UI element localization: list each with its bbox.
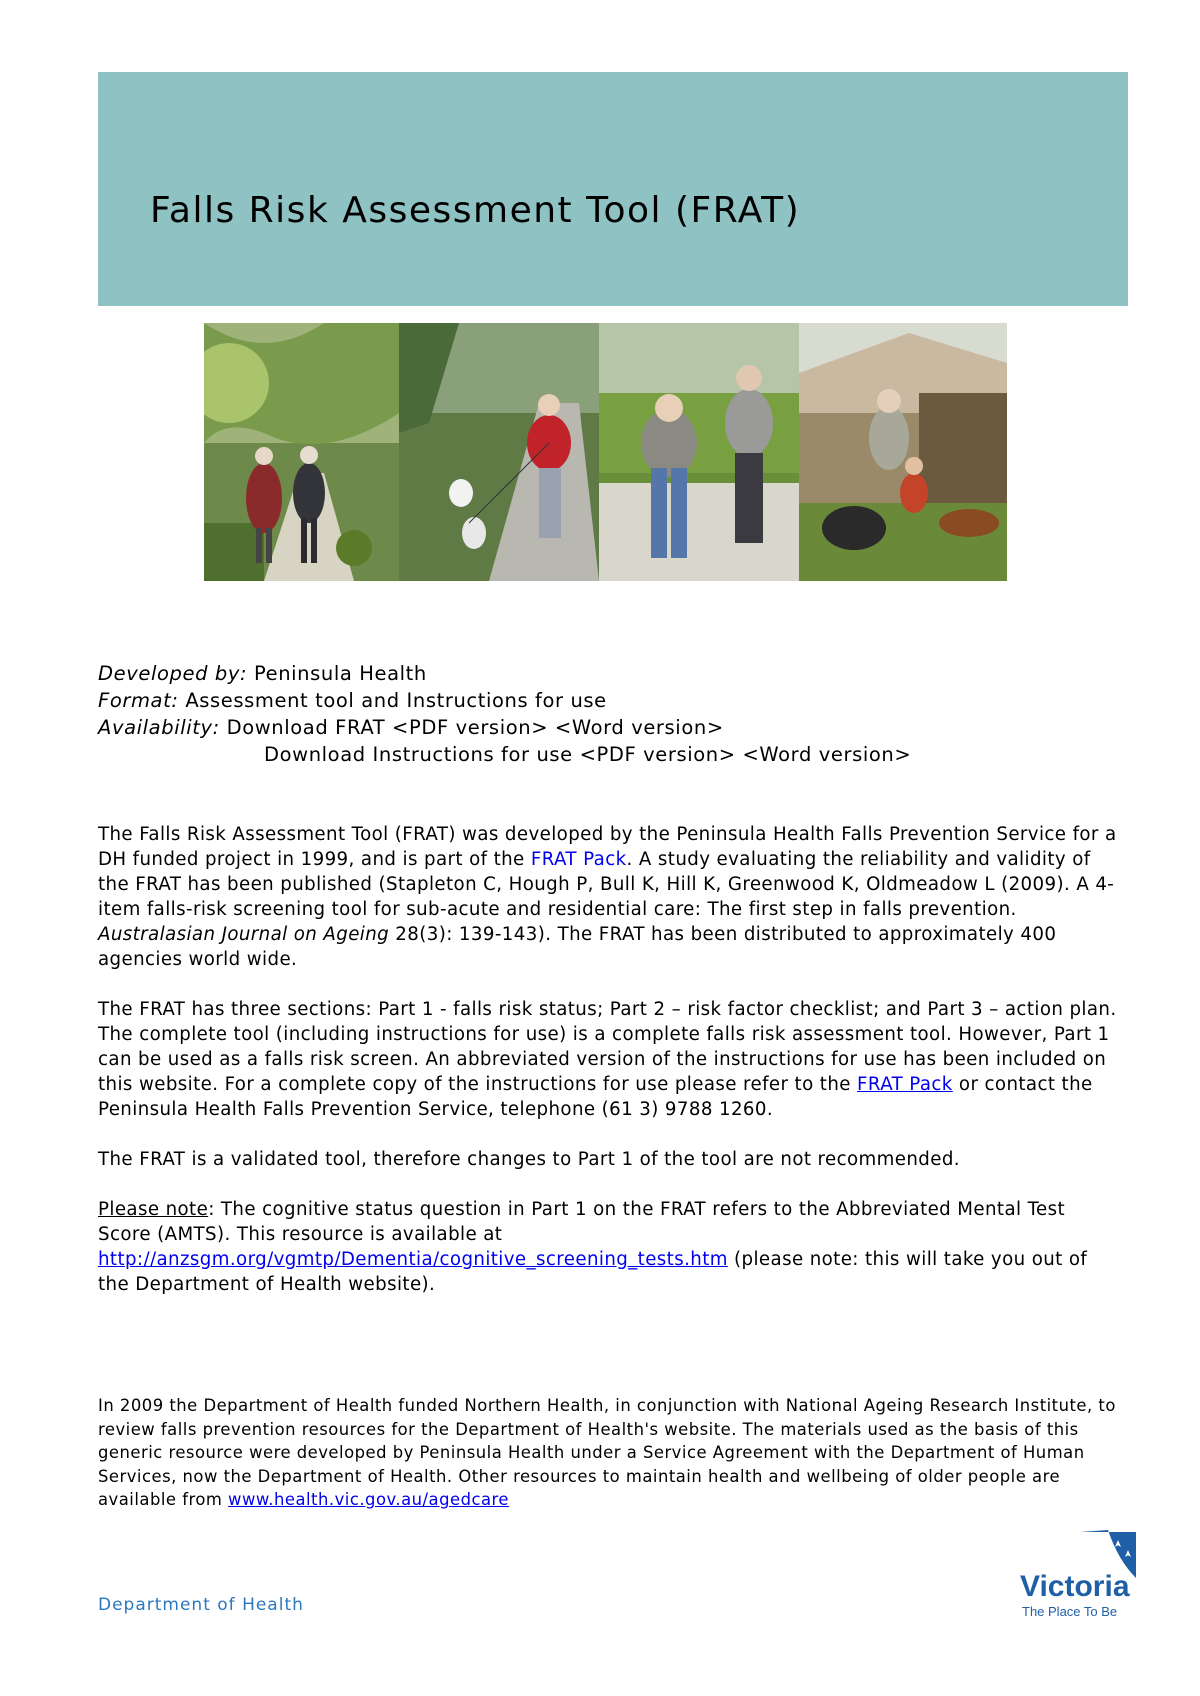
intro-paragraph (98, 822, 1118, 972)
sections-paragraph (98, 997, 1118, 1122)
please-note-label: Please note (98, 1199, 209, 1220)
journal-title: Australasian Journal on Ageing (98, 924, 390, 945)
format-label: Format: (98, 689, 179, 712)
resource-metadata (98, 660, 911, 768)
frat-pack-link[interactable]: FRAT Pack (530, 849, 627, 870)
availability-row (98, 714, 911, 741)
sections-text: The FRAT has three sections: Part 1 - falls risk status; Part 2 – risk factor checklist; and Part 3 – action plan. The complete tool (including instructions for use) is a complete falls risk assessment tool. However, Part 1 can be used as a falls risk screen. An abbreviated version of the instructions for use has been included on this website. For a complete copy of the instructions for use please refer to the (98, 999, 1117, 1095)
logo-wordmark: Victoria (1020, 1570, 1130, 1603)
note-paragraph (98, 1197, 1118, 1297)
developed-by-row (98, 660, 911, 687)
photo-strip (204, 323, 1007, 581)
agedcare-link[interactable]: www.health.vic.gov.au/agedcare (228, 1490, 510, 1509)
page-title: Falls Risk Assessment Tool (FRAT) (150, 190, 801, 231)
note-text-end: (please note: this will take you out of the Department of Health website). (98, 1249, 1088, 1295)
developed-by-value: Peninsula Health (247, 662, 427, 685)
developed-by-label: Developed by: (98, 662, 248, 685)
couple-walking-photo (204, 323, 399, 581)
intro-text-end: 28(3): 139-143). The FRAT has been distributed to approximately 400 agencies world wide. (98, 924, 1057, 970)
men-playing-bocce-photo (599, 323, 799, 581)
note-text: : The cognitive status question in Part 1 on the FRAT refers to the Abbreviated Mental Test Score (AMTS). This resource is available at (98, 1199, 1066, 1245)
download-frat-links[interactable]: Download FRAT <PDF version> <Word version> (219, 716, 724, 739)
footer-note (98, 1394, 1118, 1512)
availability-label: Availability: (98, 716, 220, 739)
logo-tagline: The Place To Be (1022, 1604, 1118, 1619)
footer-text: In 2009 the Department of Health funded Northern Health, in conjunction with National Ageing Research Institute, to review falls prevention resources for the Department of Health's website. The materials used as the basis of this generic resource were developed by Peninsula Health under a Service Agreement with the Department of Human Services, now the Department of Health. Other resources to maintain health and wellbeing of older people are available from (98, 1396, 1116, 1509)
department-of-health-label: Department of Health (98, 1595, 304, 1615)
main-content (98, 822, 1118, 1322)
victoria-logo (1018, 1530, 1138, 1622)
gardening-with-child-photo (799, 323, 1007, 581)
validated-paragraph: The FRAT is a validated tool, therefore changes to Part 1 of the tool are not recommended. (98, 1149, 960, 1170)
download-instructions-links[interactable]: Download Instructions for use <PDF version> <Word version> (264, 743, 912, 766)
woman-walking-dogs-photo (399, 323, 599, 581)
victoria-logo-icon (1018, 1530, 1138, 1622)
sections-text-end: or contact the Peninsula Health Falls Prevention Service, telephone (61 3) 9788 1260. (98, 1074, 1093, 1120)
amts-link[interactable]: http://anzsgm.org/vgmtp/Dementia/cognitive_screening_tests.htm (98, 1249, 728, 1270)
frat-pack-link-2[interactable]: FRAT Pack (857, 1074, 953, 1095)
format-value: Assessment tool and Instructions for use (178, 689, 607, 712)
title-banner (98, 72, 1128, 306)
intro-text-cont: . A study evaluating the reliability and validity of the FRAT has been published (Stapleton C, Hough P, Bull K, Hill K, Greenwood K, Oldmeadow L (2009). A 4-item falls-risk screening tool for sub-acute and residential care: The first step in falls prevention. (98, 849, 1115, 920)
format-row (98, 687, 911, 714)
intro-text: The Falls Risk Assessment Tool (FRAT) was developed by the Peninsula Health Falls Prevention Service for a DH funded project in 1999, and is part of the (98, 824, 1117, 870)
